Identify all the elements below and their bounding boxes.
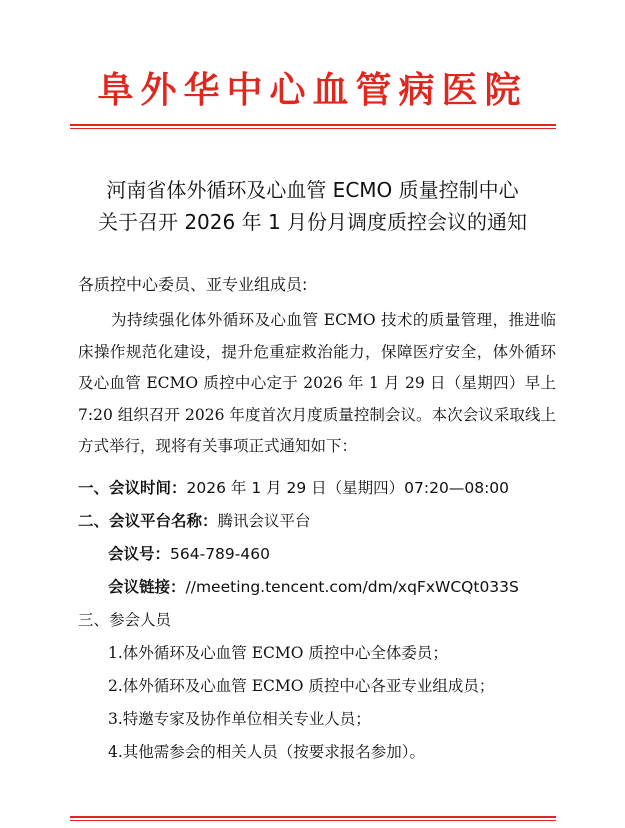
meeting-platform-label: 二、会议平台名称： xyxy=(78,512,218,530)
header-divider-thick xyxy=(70,124,556,126)
meeting-link-value[interactable]: //meeting.tencent.com/dm/xqFxWCQt033S xyxy=(185,578,519,596)
meeting-id-row xyxy=(108,542,270,564)
attendee-item: 4.其他需参会的相关人员（按要求报名参加）。 xyxy=(108,743,426,761)
header-divider-thin xyxy=(70,128,556,129)
organization-header: 阜外华中心血管病医院 xyxy=(97,69,528,111)
meeting-time-value: 2026 年 1 月 29 日（星期四）07:20—08:00 xyxy=(186,479,510,497)
footer-divider-thick xyxy=(70,816,556,818)
footer-divider-thin xyxy=(70,820,556,821)
meeting-id-value: 564-789-460 xyxy=(170,545,270,563)
meeting-id-label: 会议号： xyxy=(108,545,171,563)
document-title-line-2: 关于召开 2026 年 1 月份月调度质控会议的通知 xyxy=(97,210,528,234)
meeting-time-row xyxy=(78,476,509,498)
meeting-link-row xyxy=(108,575,519,597)
document-title-line-1: 河南省体外循环及心血管 ECMO 质量控制中心 xyxy=(106,178,519,202)
meeting-platform-row xyxy=(78,509,311,531)
attendees-heading: 三、参会人员 xyxy=(78,611,172,629)
meeting-link-label: 会议链接： xyxy=(108,578,186,596)
salutation: 各质控中心委员、亚专业组成员: xyxy=(78,275,308,294)
attendee-item: 2.体外循环及心血管 ECMO 质控中心各亚专业组成员； xyxy=(108,677,495,695)
meeting-time-label: 一、会议时间： xyxy=(78,479,187,497)
attendee-item: 1.体外循环及心血管 ECMO 质控中心全体委员； xyxy=(108,644,448,662)
meeting-platform-value: 腾讯会议平台 xyxy=(217,512,311,530)
attendee-item: 3.特邀专家及协作单位相关专业人员； xyxy=(108,710,371,728)
intro-paragraph: 为持续强化体外循环及心血管 ECMO 技术的质量管理，推进临床操作规范化建设，提升危重症救治能力，保障医疗安全，体外循环及心血管 ECMO 质控中心定于 2026 年 1 月 29 日（星期四）早上 7:20 组织召开 2026 年度首次月度质量控制会议。本次会议采取线上方式举行，现将有关事项正式通知如下： xyxy=(78,311,556,455)
